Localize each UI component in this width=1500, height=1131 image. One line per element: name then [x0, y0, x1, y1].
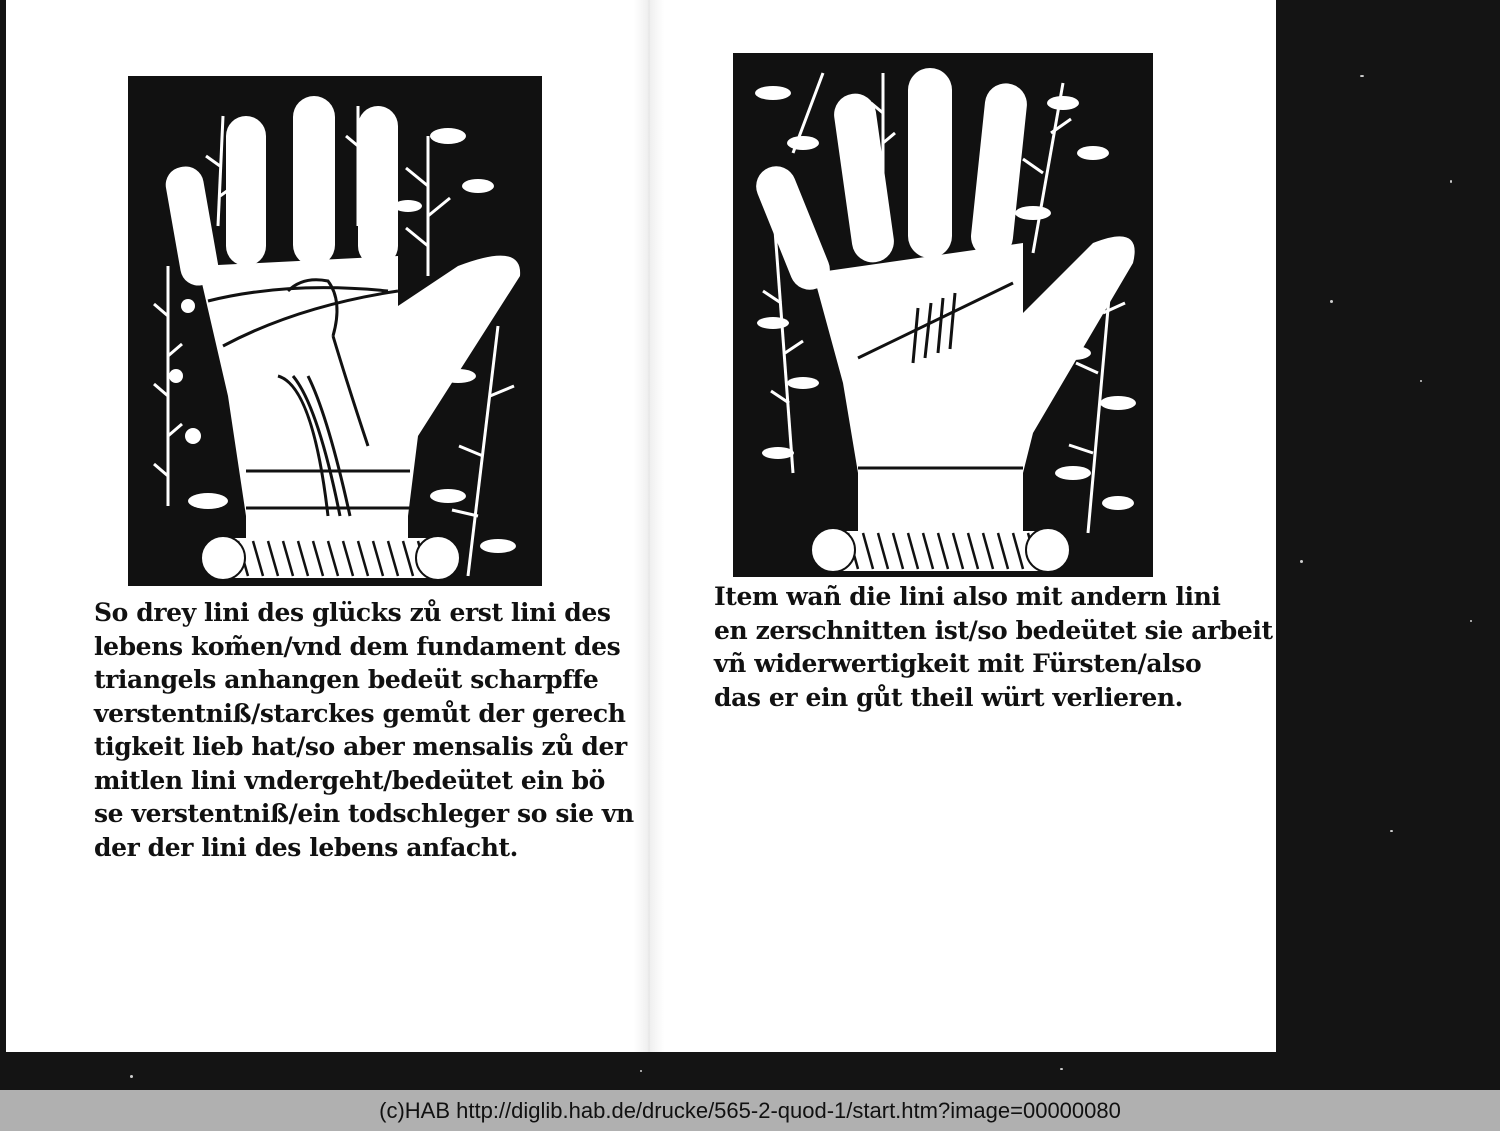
left-page-text	[94, 596, 634, 864]
text-line: das er ein gůt theil würt verlieren.	[714, 682, 1183, 712]
text-line: en zerschnitten ist/so bedeütet sie arbeit	[714, 615, 1273, 645]
footer-credit: (c)HAB http://diglib.hab.de/drucke/565-2-quod-1/start.htm?image=00000080	[379, 1098, 1121, 1123]
book-spread	[6, 0, 1276, 1052]
book-gutter	[634, 0, 664, 1052]
text-line: lebens kom̃en/vnd dem fundament des	[94, 631, 621, 661]
text-line: vñ widerwertigkeit mit Fürsten/also	[714, 649, 1202, 678]
text-line: se verstentniß/ein todschleger so sie vn	[94, 799, 634, 828]
palm-hand-crossed-lines-woodcut-icon	[733, 53, 1153, 577]
text-line: der der lini des lebens anfacht.	[94, 832, 518, 862]
left-woodcut	[128, 76, 542, 586]
text-line: tigkeit lieb hat/so aber mensalis zů der	[94, 732, 627, 761]
copyright-footer	[0, 1090, 1500, 1131]
text-line: verstentniß/starckes gemůt der gerech	[94, 698, 626, 728]
right-page-text	[714, 580, 1273, 714]
text-line: Item wañ die lini also mit andern lini	[714, 582, 1221, 611]
text-line: mitlen lini vndergeht/bedeütet ein bö	[94, 765, 605, 795]
text-line: triangels anhangen bedeüt scharpffe	[94, 665, 599, 694]
right-woodcut	[733, 53, 1153, 577]
palm-hand-woodcut-icon	[128, 76, 542, 586]
text-line: So drey lini des glücks zů erst lini des	[94, 598, 611, 627]
